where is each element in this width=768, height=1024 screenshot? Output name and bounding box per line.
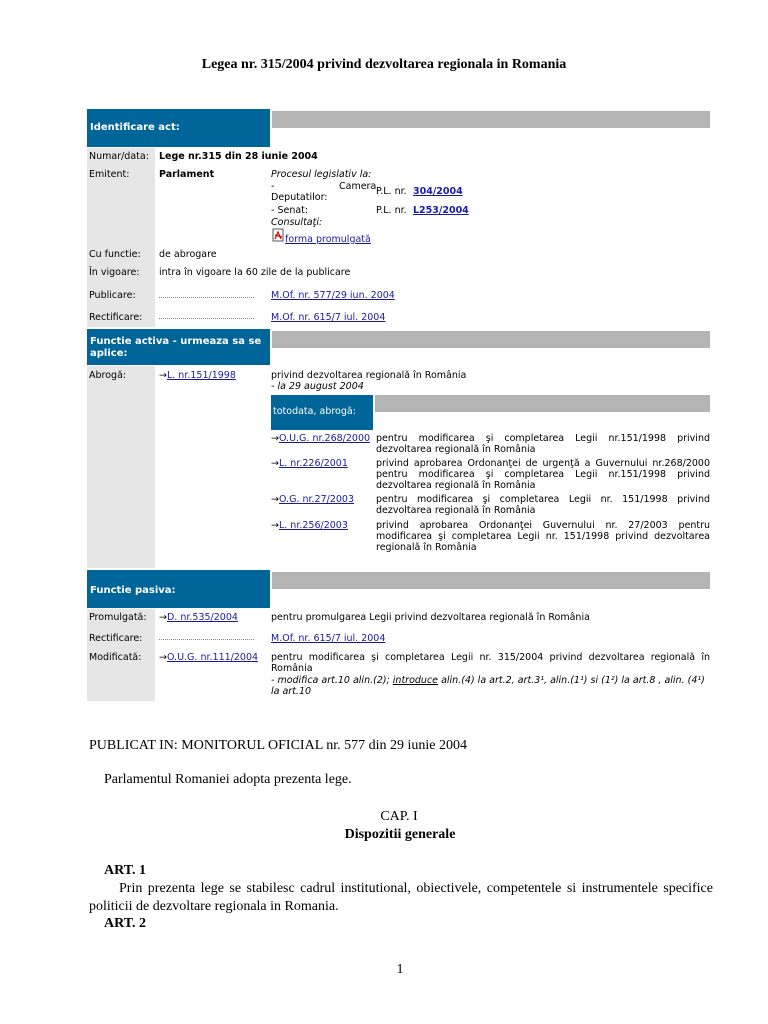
modificata-link[interactable]: O.U.G. nr.111/2004 — [166, 652, 259, 663]
abrogated-link[interactable]: O.U.G. nr.268/2000 — [278, 433, 371, 444]
ident-header — [87, 109, 270, 147]
functie-value: de abrogare — [159, 249, 217, 260]
rectificare2-link[interactable]: M.Of. nr. 615/7 iul. 2004 — [271, 633, 386, 644]
arrow-icon: →D. nr.535/2004 — [159, 612, 238, 623]
pl-prefix-1: P.L. nr. — [376, 186, 407, 197]
dotted-leader — [159, 296, 254, 298]
abrogated-text: pentru modificarea şi completarea Legii nr.151/1998 privind dezvoltarea regională în România — [376, 433, 710, 455]
chapter-title: Dispozitii generale — [344, 827, 456, 842]
numar-label: Numar/data: — [89, 151, 149, 162]
abroga-date: - la 29 august 2004 — [271, 381, 364, 392]
pasiva-header — [87, 570, 270, 608]
forma-promulgata-link[interactable]: forma promulgată — [285, 234, 371, 245]
rectificare2-label: Rectificare: — [89, 633, 143, 644]
abroga-label: Abrogă: — [89, 370, 127, 381]
page-number: 1 — [396, 962, 404, 977]
activa-header-bar — [272, 331, 710, 348]
numar-value: Lege nr.315 din 28 iunie 2004 — [159, 151, 318, 162]
chapter-label: CAP. I — [380, 809, 418, 824]
pl-link-304[interactable]: 304/2004 — [413, 186, 463, 197]
totodata-bar — [375, 395, 710, 412]
art2-heading: ART. 2 — [104, 916, 147, 931]
abroga-text: privind dezvoltarea regională în România — [271, 370, 467, 381]
label-column — [87, 366, 155, 568]
arrow-icon: →O.U.G. nr.111/2004 — [159, 652, 259, 663]
arrow-icon: →O.G. nr.27/2003 — [271, 494, 355, 505]
deputatilor-label: Deputatilor: — [271, 192, 328, 203]
abrogated-link[interactable]: L. nr.226/2001 — [278, 458, 348, 469]
arrow-icon: →L. nr.226/2001 — [271, 458, 348, 469]
modificata-label: Modificată: — [89, 652, 142, 663]
publicare-label: Publicare: — [89, 290, 136, 301]
publicare-link[interactable]: M.Of. nr. 577/29 iun. 2004 — [271, 290, 395, 301]
arrow-icon: →L. nr.256/2003 — [271, 520, 348, 531]
abrogated-text: pentru modificarea şi completarea Legii nr. 151/1998 privind dezvoltarea regională în România — [376, 494, 710, 516]
dotted-leader — [159, 638, 254, 640]
functie-label: Cu functie: — [89, 249, 141, 260]
consultati-label: Consultaţi: — [271, 217, 323, 228]
pl-prefix-2: P.L. nr. — [376, 205, 407, 216]
pasiva-header-label: Functie pasiva: — [90, 585, 176, 596]
abrogated-text: privind aprobarea Ordonanţei de urgenţă a Guvernului nr.268/2000 pentru modificarea şi completarea Legii nr.151/1998 privind dezvoltarea regională în România — [376, 458, 710, 491]
modificata-text: pentru modificarea şi completarea Legii nr. 315/2004 privind dezvoltarea regională în România — [271, 652, 710, 674]
activa-header-label: Functie activa - urmeaza sa se aplice: — [90, 336, 262, 359]
emitent-value: Parlament — [159, 169, 215, 180]
camera-word: Camera — [339, 181, 377, 192]
pasiva-header-bar — [272, 572, 710, 589]
abrogated-link[interactable]: O.G. nr.27/2003 — [278, 494, 355, 505]
rectificare-label: Rectificare: — [89, 312, 143, 323]
mod-part: alin.(4) la art.2, art.3¹, alin.(1¹) si (1²) la art.8 , alin. (4¹) la art.10 — [271, 675, 705, 697]
totodata-header — [271, 395, 373, 430]
rectificare-link[interactable]: M.Of. nr. 615/7 iul. 2004 — [271, 312, 386, 323]
camera-dash: - — [271, 181, 275, 192]
art1-text: Prin prezenta lege se stabilesc cadrul institutional, obiectivele, competentele si instrumentele specifice politicii de dezvoltare regionala in Romania. — [89, 881, 713, 914]
dotted-leader — [159, 317, 254, 319]
modificata-details — [271, 675, 710, 697]
vigoare-label: În vigoare: — [89, 267, 140, 278]
activa-header — [87, 329, 270, 365]
document-title: Legea nr. 315/2004 privind dezvoltarea regionala in Romania — [201, 57, 567, 72]
emitent-label: Emitent: — [89, 169, 130, 180]
arrow-icon: →L. nr.151/1998 — [159, 370, 236, 381]
ident-header-bar — [272, 111, 710, 128]
promulgata-label: Promulgată: — [89, 612, 147, 623]
totodata-label: totodata, abrogă: — [273, 406, 356, 417]
promulgata-text: pentru promulgarea Legii privind dezvoltarea regională în România — [271, 612, 590, 623]
senat-label: - Senat: — [271, 205, 309, 216]
promulgata-link[interactable]: D. nr.535/2004 — [166, 612, 238, 623]
art1-heading: ART. 1 — [104, 863, 147, 878]
adopta-line: Parlamentul Romaniei adopta prezenta lege. — [104, 772, 352, 787]
abrogated-text: privind aprobarea Ordonanţei Guvernului nr. 27/2003 pentru modificarea şi completarea Legii nr. 151/1998 privind dezvoltarea regională în România — [376, 520, 710, 553]
publicat-line: PUBLICAT IN: MONITORUL OFICIAL nr. 577 din 29 iunie 2004 — [89, 738, 467, 753]
abroga-link[interactable]: L. nr.151/1998 — [166, 370, 236, 381]
pdf-icon[interactable] — [272, 228, 285, 242]
mod-part: introduce — [392, 675, 439, 686]
vigoare-value: intra în vigoare la 60 zile de la publicare — [159, 267, 351, 278]
ident-header-label: Identificare act: — [90, 122, 180, 133]
pl-link-l253[interactable]: L253/2004 — [413, 205, 469, 216]
proces-title: Procesul legislativ la: — [271, 169, 372, 180]
abrogated-link[interactable]: L. nr.256/2003 — [278, 520, 348, 531]
arrow-icon: →O.U.G. nr.268/2000 — [271, 433, 371, 444]
mod-part: - modifica art.10 alin.(2); — [271, 675, 390, 686]
